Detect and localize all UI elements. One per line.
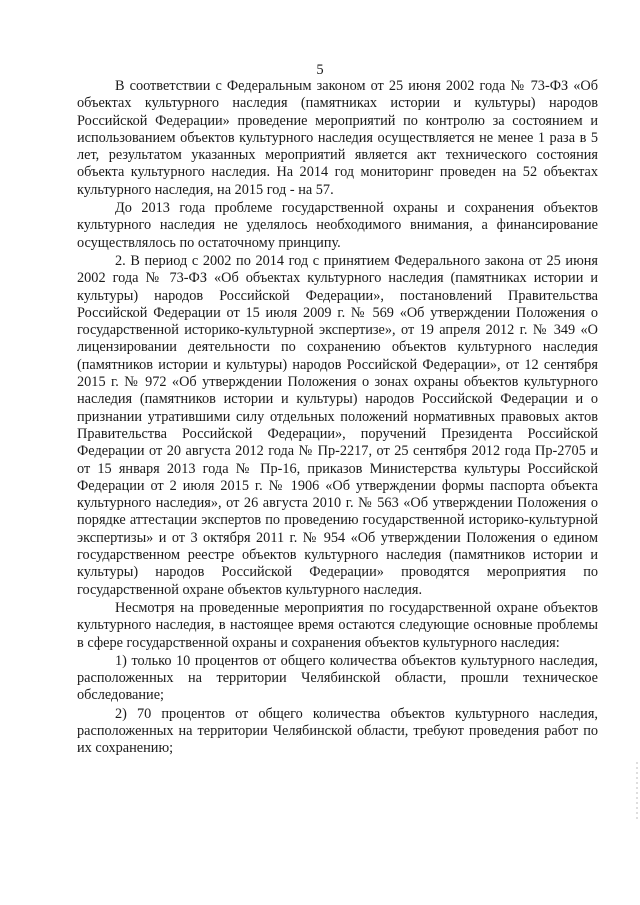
- paragraph-problem-2: 2) 70 процентов от общего количества объектов культурного наследия, расположенных на территории Челябинской области, требуют проведения работ по их сохранению;: [77, 705, 598, 757]
- document-body: [77, 78, 598, 758]
- scan-edge-mark: [636, 762, 638, 822]
- paragraph-problem-1: 1) только 10 процентов от общего количества объектов культурного наследия, расположенных на территории Челябинской области, прошли техническое обследование;: [77, 652, 598, 704]
- paragraph-monitoring: В соответствии с Федеральным законом от 25 июня 2002 года № 73-ФЗ «Об объектах культурного наследия (памятниках истории и культуры) народов Российской Федерации» проведение мероприятий по контролю за состоянием и использованием объектов культурного наследия осуществляется не менее 1 раза в 5 лет, результатом указанных мероприятий является акт технического состояния объекта культурного наследия. На 2014 год мониторинг проведен на 52 объектах культурного наследия, на 2015 год - на 57.: [77, 78, 598, 198]
- paragraph-legislation: 2. В период с 2002 по 2014 год с принятием Федерального закона от 25 июня 2002 года № 73-ФЗ «Об объектах культурного наследия (памятниках истории и культуры) народов Российской Федерации», постановлений Правительства Российской Федерации от 15 июля 2009 г. № 569 «Об утверждении Положения о государственной историко-культурной экспертизе», от 19 апреля 2012 г. № 349 «О лицензировании деятельности по сохранению объектов культурного наследия (памятников истории и культуры) народов Российской Федерации», от 12 сентября 2015 г. № 972 «Об утверждении Положения о зонах охраны объектов культурного наследия (памятников истории и культуры) народов Российской Федерации и о признании утратившими силу отдельных положений нормативных правовых актов Правительства Российской Федерации», поручений Президента Российской Федерации от 20 августа 2012 года № Пр-2217, от 25 сентября 2012 года Пр-2705 и от 15 января 2013 года № Пр-16, приказов Министерства культуры Российской Федерации от 2 июля 2015 г. № 1906 «Об утверждении формы паспорта объекта культурного наследия», от 26 августа 2010 г. № 563 «Об утверждении Положения о порядке аттестации экспертов по проведению государственной историко-культурной экспертизы» и от 3 октября 2011 г. № 954 «Об утверждении Положения о едином государственном реестре объектов культурного наследия (памятников истории и культуры) народов Российской Федерации» проводятся мероприятия по государственной охране объектов культурного наследия.: [77, 252, 598, 598]
- paragraph-problems-intro: Несмотря на проведенные мероприятия по государственной охране объектов культурного наследия, в настоящее время остаются следующие основные проблемы в сфере государственной охраны и сохранения объектов культурного наследия:: [77, 599, 598, 651]
- paragraph-funding: До 2013 года проблеме государственной охраны и сохранения объектов культурного наследия не уделялось необходимого внимания, а финансирование осуществлялось по остаточному принципу.: [77, 200, 598, 251]
- page-number: 5: [316, 62, 324, 78]
